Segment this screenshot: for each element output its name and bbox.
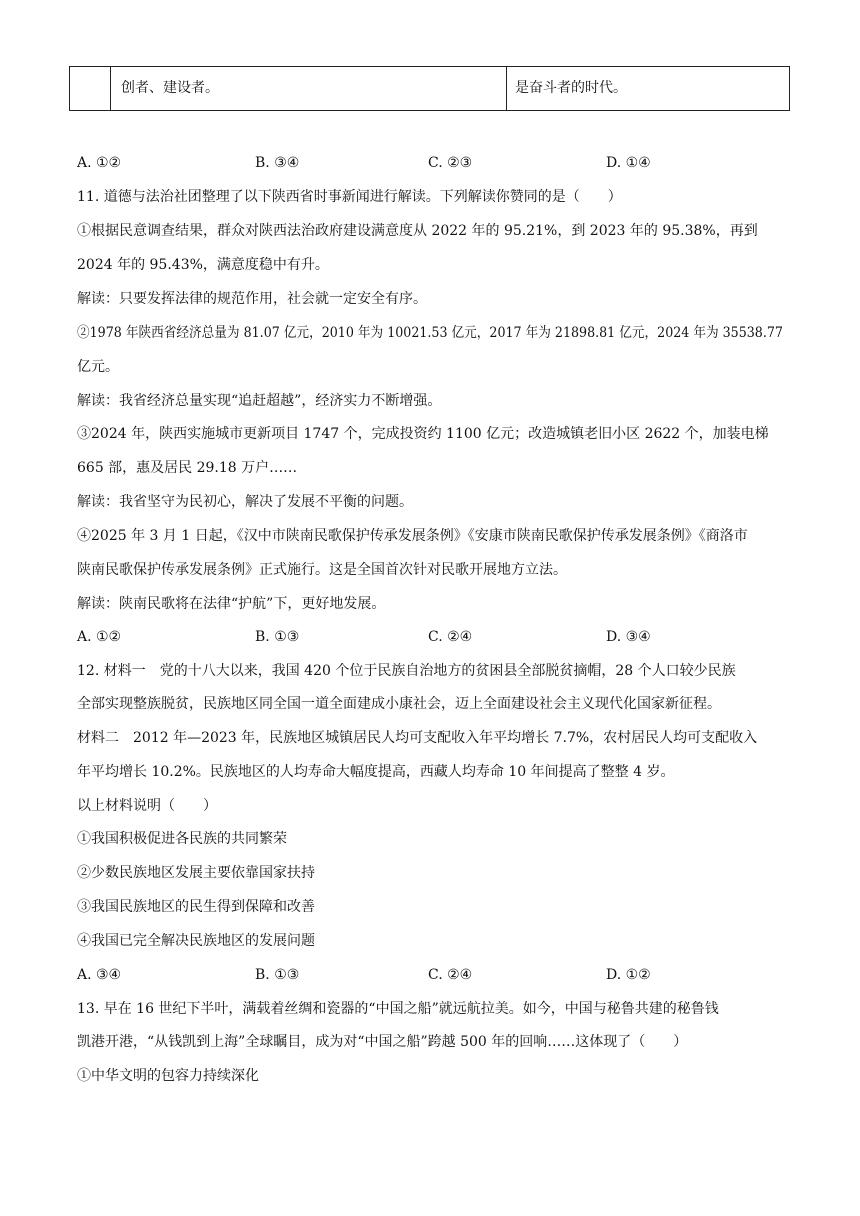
q13-item1: ①中华文明的包容力持续深化 bbox=[77, 1068, 259, 1084]
q11-item3-interpretation: 解读：我省坚守为民初心，解决了发展不平衡的问题。 bbox=[77, 494, 413, 510]
option-c: C. ②④ bbox=[428, 629, 473, 645]
q12-item1: ①我国积极促进各民族的共同繁荣 bbox=[77, 831, 287, 847]
q11-item4-interpretation: 解读：陕南民歌将在法律“护航”下，更好地发展。 bbox=[77, 596, 386, 612]
q11-item4-line1: ④2025 年 3 月 1 日起，《汉中市陕南民歌保护传承发展条例》《安康市陕南民歌保护传承发展条例》《商洛市 bbox=[77, 528, 748, 544]
table-cell-right: 是奋斗者的时代。 bbox=[515, 80, 627, 96]
q11-item1-line2: 2024 年的 95.43%，满意度稳中有升。 bbox=[77, 257, 329, 273]
answer-table-fragment bbox=[69, 66, 790, 111]
q10-options bbox=[77, 153, 797, 173]
q11-item4-line2: 陕南民歌保护传承发展条例》正式施行。这是全国首次针对民歌开展地方立法。 bbox=[77, 562, 567, 578]
option-a: A. ①② bbox=[77, 155, 122, 171]
table-cell-index bbox=[70, 67, 111, 110]
q11-stem: 11. 道德与法治社团整理了以下陕西省时事新闻进行解读。下列解读你赞同的是（ ） bbox=[77, 189, 622, 205]
table-cell-left: 创者、建设者。 bbox=[111, 67, 507, 110]
q12-material2-line2: 年平均增长 10.2%。民族地区的人均寿命大幅度提高，西藏人均寿命 10 年间提高了整整 4 岁。 bbox=[77, 764, 675, 780]
option-b: B. ③④ bbox=[255, 155, 300, 171]
option-d: D. ①② bbox=[606, 967, 651, 983]
q11-item3-line1: ③2024 年，陕西实施城市更新项目 1747 个，完成投资约 1100 亿元；改造城镇老旧小区 2622 个，加装电梯 bbox=[77, 426, 769, 442]
q12-options bbox=[77, 965, 797, 985]
q12-material1-line1: 12. 材料一 党的十八大以来，我国 420 个位于民族自治地方的贫困县全部脱贫摘帽，28 个人口较少民族 bbox=[77, 663, 736, 679]
option-c: C. ②④ bbox=[428, 967, 473, 983]
option-a: A. ③④ bbox=[77, 967, 122, 983]
q11-item2-line2: 亿元。 bbox=[77, 359, 119, 375]
option-b: B. ①③ bbox=[255, 967, 300, 983]
q11-item1-interpretation: 解读：只要发挥法律的规范作用，社会就一定安全有序。 bbox=[77, 291, 427, 307]
q13-stem-line2: 凯港开港，“从钱凯到上海”全球瞩目，成为对“中国之船”跨越 500 年的回响……这体现了（ ） bbox=[77, 1034, 688, 1050]
q12-item3: ③我国民族地区的民生得到保障和改善 bbox=[77, 899, 315, 915]
option-b: B. ①③ bbox=[255, 629, 300, 645]
q12-material1-line2: 全部实现整族脱贫，民族地区同全国一道全面建成小康社会，迈上全面建设社会主义现代化国家新征程。 bbox=[77, 696, 721, 712]
option-a: A. ①② bbox=[77, 629, 122, 645]
q13-stem-line1: 13. 早在 16 世纪下半叶，满载着丝绸和瓷器的“中国之船”就远航拉美。如今，中国与秘鲁共建的秘鲁钱 bbox=[77, 1001, 719, 1017]
q12-question: 以上材料说明（ ） bbox=[77, 798, 217, 814]
q12-material2-line1: 材料二 2012 年—2023 年，民族地区城镇居民人均可支配收入年平均增长 7.7%，农村居民人均可支配收入 bbox=[77, 730, 758, 746]
q11-item3-line2: 665 部，惠及居民 29.18 万户…… bbox=[77, 460, 298, 476]
option-c: C. ②③ bbox=[428, 155, 473, 171]
option-d: D. ③④ bbox=[606, 629, 651, 645]
q12-item2: ②少数民族地区发展主要依靠国家扶持 bbox=[77, 865, 315, 881]
q11-item2-line1: ②1978 年陕西省经济总量为 81.07 亿元，2010 年为 10021.53 亿元，2017 年为 21898.81 亿元，2024 年为 35538.77 bbox=[77, 325, 783, 341]
q11-options bbox=[77, 627, 797, 647]
option-d: D. ①④ bbox=[606, 155, 651, 171]
q11-item1-line1: ①根据民意调查结果，群众对陕西法治政府建设满意度从 2022 年的 95.21%，到 2023 年的 95.38%，再到 bbox=[77, 223, 758, 239]
q12-item4: ④我国已完全解决民族地区的发展问题 bbox=[77, 933, 315, 949]
q11-item2-interpretation: 解读：我省经济总量实现“追赶超越”，经济实力不断增强。 bbox=[77, 393, 442, 409]
